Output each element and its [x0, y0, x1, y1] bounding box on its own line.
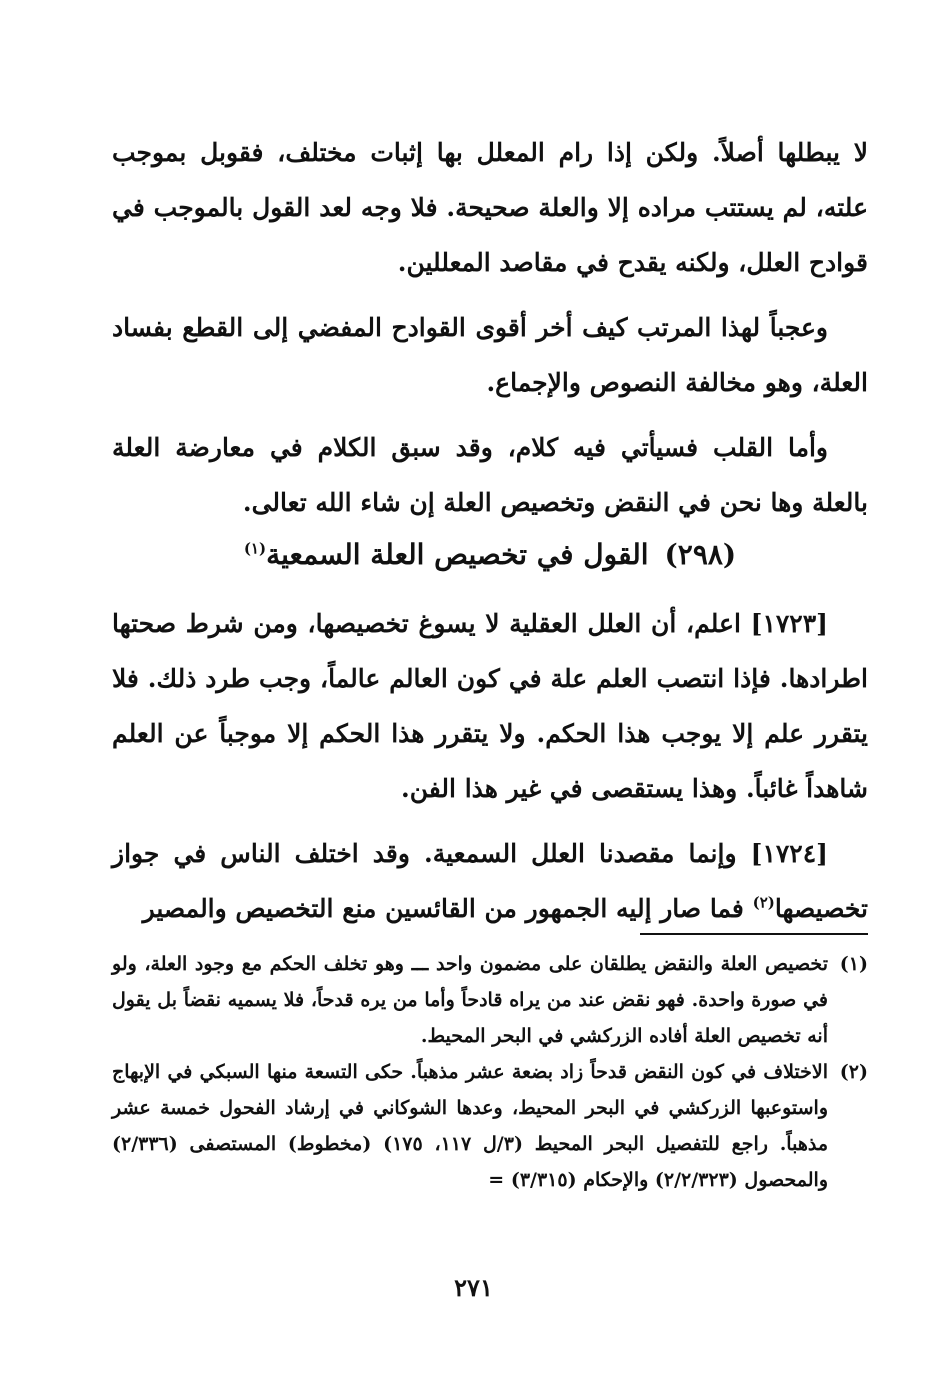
paragraph-1724-start: [١٧٢٤] وإنما مقصدنا العلل السمعية. وقد اختلف الناس في جواز تخصيصها — [112, 839, 868, 923]
footnote-ref-2: (٢) — [752, 893, 775, 912]
paragraph-1724 — [112, 826, 868, 936]
section-number: (٢٩٨) — [664, 538, 737, 571]
footnote-2 — [112, 1054, 868, 1198]
section-title: القول في تخصيص العلة السمعية — [266, 538, 649, 571]
page-number: ٢٧١ — [454, 1273, 493, 1302]
paragraph-1: لا يبطلها أصلاً. ولكن إذا رام المعلل بها إثبات مختلف، فقوبل بموجب علته، لم يستتب مراده إلا والعلة صحيحة. فلا وجه لعد القول بالموجب في قوادح العلل، ولكنه يقدح في مقاصد المعللين. — [112, 138, 868, 277]
footnote-divider — [640, 933, 868, 935]
paragraph-1723: [١٧٢٣] اعلم، أن العلل العقلية لا يسوغ تخصيصها، ومن شرط صحتها اطرادها. فإذا انتصب العلم علة في كون العالم عالماً، وجب طرد ذلك. فلا يتقرر علم إلا يوجب هذا الحكم. ولا يتقرر هذا الحكم إلا موجباً عن العلم شاهداً غائباً. وهذا يستقصى في غير هذا الفن. — [112, 609, 868, 803]
footnote-text: الاختلاف في كون النقض قدحاً زاد بضعة عشر مذهباً. حكى التسعة منها السبكي في الإبهاج واستوعبها الزركشي في البحر المحيط، وعدها الشوكاني في إرشاد الفحول خمسة عشر مذهباً. راجع للتفصيل البحر المحيط (٣/ل ١١٧، ١٧٥) (مخطوط) المستصفى (٢/٣٣٦) والمحصول (٢/٢/٣٢٣) والإحكام (٣/٣١٥) = — [112, 1061, 829, 1191]
section-heading — [112, 527, 868, 582]
main-text-bottom — [112, 596, 868, 946]
footnote-ref-1: (١) — [243, 539, 267, 558]
footnote-number: (٢) — [839, 1061, 868, 1083]
footnotes — [112, 946, 868, 1198]
footnote-1 — [112, 946, 868, 1054]
footnote-number: (١) — [839, 953, 868, 975]
main-text-top — [112, 125, 868, 540]
paragraph-3: وأما القلب فسيأتي فيه كلام، وقد سبق الكلام في معارضة العلة بالعلة وها نحن في النقض وتخصيص العلة إن شاء الله تعالى. — [112, 433, 868, 517]
paragraph-2: وعجباً لهذا المرتب كيف أخر أقوى القوادح المفضي إلى القطع بفساد العلة، وهو مخالفة النصوص والإجماع. — [112, 313, 868, 397]
footnote-text: تخصيص العلة والنقض يطلقان على مضمون واحد ـــ وهو تخلف الحكم مع وجود العلة، ولو في صورة واحدة. فهو نقض عند من يراه قادحاً وأما من يره قدحاً، فلا يسميه نقضاً بل يقول أنه تخصيص العلة أفاده الزركشي في البحر المحيط. — [112, 953, 828, 1047]
paragraph-1724-end: فما صار إليه الجمهور من القائسين منع التخصيص والمصير — [142, 894, 753, 923]
